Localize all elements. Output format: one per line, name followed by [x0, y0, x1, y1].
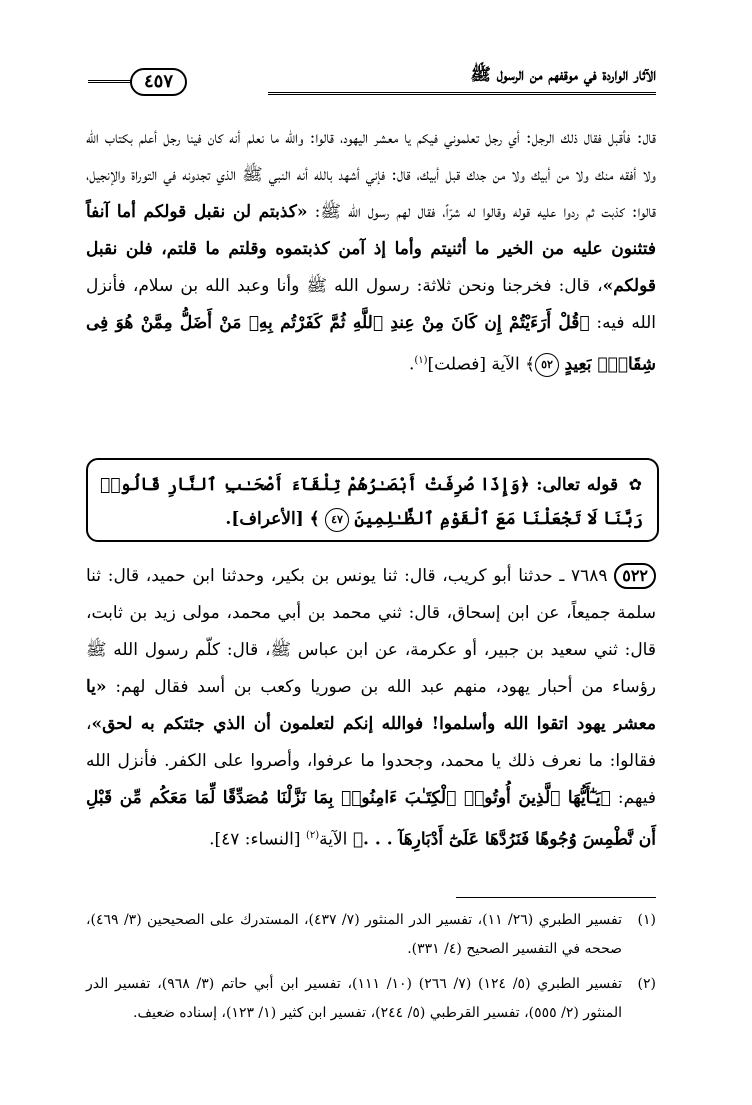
- footnote-number: (١): [637, 912, 656, 928]
- footnote-number: (٢): [637, 976, 656, 992]
- footnote-ref-1: (١): [414, 355, 428, 366]
- paragraph-2: [86, 558, 656, 859]
- paragraph-1-text-2: ، قال: فخرجنا ونحن ثلاثة: رسول الله ﷺ وأنا وعبد الله بن سلام، فأنزل الله فيه:: [86, 276, 657, 333]
- header-rule: [268, 92, 656, 95]
- paragraph-1-text-4: .: [408, 354, 415, 375]
- paragraph-2-text-3: الآية: [319, 829, 353, 850]
- verse-label: قوله تعالى:: [536, 475, 619, 495]
- prophet-quote-2: «يا معشر يهود اتقوا الله وأسلموا! فوالله إنكم لتعلمون أن الذي جئتكم به لحق»: [86, 677, 656, 734]
- ayah-number-icon: ٤٧: [325, 508, 349, 532]
- quran-verse-nisa: ﴿يَـٰٓأَيُّهَا ٱلَّذِينَ أُوتُوا۟ ٱلْكِتَـٰبَ ءَامِنُوا۟ بِمَا نَزَّلْنَا مُصَدِّقًا لِّمَا مَعَكُم مِّن قَبْلِ أَن نَّطْمِسَ وُجُوهًا فَنَرُدَّهَا عَلَىٰٓ أَدْبَارِهَآ . . .﴾: [86, 788, 656, 850]
- page-number-badge: [88, 68, 187, 96]
- running-title: الآثار الواردة في موقفهم من الرسول ﷺ: [470, 65, 656, 85]
- footnote-text: تفسير الطبري (٢٦/ ١١)، تفسير الدر المنثور (٧/ ٤٣٧)، المستدرك على الصحيحين (٣/ ٤٦٩)، صححه في التفسير الصحيح (٤/ ٣٣١).: [86, 912, 623, 957]
- paragraph-1-text-1: قال: فأقبل فقال ذلك الرجل: أي رجل تعلموني فيكم يا معشر اليهود، قالوا: والله ما نعلم أنه كان فينا رجل أعلم بكتاب الله ولا أفقه منك ولا من أبيك ولا من جدك قبل أبيك، قال: فإني أشهد بالله أنه النبي ﷺ الذي تجدونه في التوراة والإنجيل، قالوا: كذبت ثم ردوا عليه قوله وقالوا له شرّاً، فقال لهم رسول الله ﷺ:: [86, 128, 656, 222]
- page-header: [88, 62, 656, 102]
- footnote-text: تفسير الطبري (٥/ ١٢٤) (٧/ ٢٦٦) (١٠/ ١١١)، تفسير ابن أبي حاتم (٣/ ٩٦٨)، تفسير الدر المنثور (٢/ ٥٥٥)، تفسير القرطبي (٥/ ٢٤٤)، تفسير ابن كثير (١/ ١٢٣)، إسناده ضعيف.: [86, 976, 623, 1021]
- verse-ref: ﴾ [الأعراف].: [225, 509, 320, 529]
- flower-icon: ✿: [628, 475, 644, 494]
- page-number: ٤٥٧: [130, 68, 187, 96]
- footnote-ref-2: (٢): [305, 830, 320, 841]
- paragraph-2-text-4: [النساء: ٤٧].: [209, 829, 306, 850]
- footnote-item: [86, 906, 656, 964]
- quran-verse-fussilat: ﴿قُلْ أَرَءَيْتُمْ إِن كَانَ مِنْ عِندِ ٱللَّهِ ثُمَّ كَفَرْتُم بِهِۦ مَنْ أَضَلُّ مِمَّنْ هُوَ فِى شِقَاقٍۭ بَعِيدٍ: [86, 313, 656, 375]
- footnote-item: [86, 970, 656, 1028]
- paragraph-2-text-1: ٧٦٨٩ ـ حدثنا أبو كريب، قال: ثنا يونس بن بكير، وحدثنا ابن حميد، قال: ثنا سلمة جميعاً، عن ابن إسحاق، قال: ثني محمد بن أبي محمد، مولى زيد بن ثابت، قال: ثني سعيد بن جبير، أو عكرمة، عن ابن عباس ﷺ، قال: كلّم رسول الله ﷺ رؤساء من أحبار يهود، منهم عبد الله بن صوريا وكعب بن أسد فقال لهم:: [86, 566, 656, 697]
- prophet-quote-1: «كذبتم لن نقبل قولكم أما آنفاً فتثنون عليه من الخير ما أثنيتم وأما إذ آمن كذبتموه وقلتم ما قلتم، فلن نقبل قولكم»: [86, 202, 656, 296]
- quran-verse-araf: ﴿وَإِذَا صُرِفَتْ أَبْصَـٰرُهُمْ تِلْقَآءَ أَصْحَـٰبِ ٱلنَّارِ قَالُوا۟ رَبَّنَا لَا تَجْعَلْنَا مَعَ ٱلْقَوْمِ ٱلظَّـٰلِمِينَ: [100, 475, 643, 529]
- paragraph-1: [86, 120, 656, 384]
- footnotes: [86, 906, 656, 1034]
- ayah-number-icon: ٥٢: [535, 353, 559, 377]
- footnote-divider: [456, 897, 656, 898]
- hadith-number-badge: ٥٢٢: [614, 563, 656, 589]
- paragraph-2-text-2: ، فقالوا: ما نعرف ذلك يا محمد، وجحدوا ما عرفوا، وأصروا على الكفر. فأنزل الله فيهم:: [86, 714, 656, 808]
- page-number-lines: [88, 80, 132, 85]
- paragraph-1-text-3: ﴾ الآية [فصلت]: [427, 354, 536, 375]
- verse-heading-box: [86, 458, 659, 542]
